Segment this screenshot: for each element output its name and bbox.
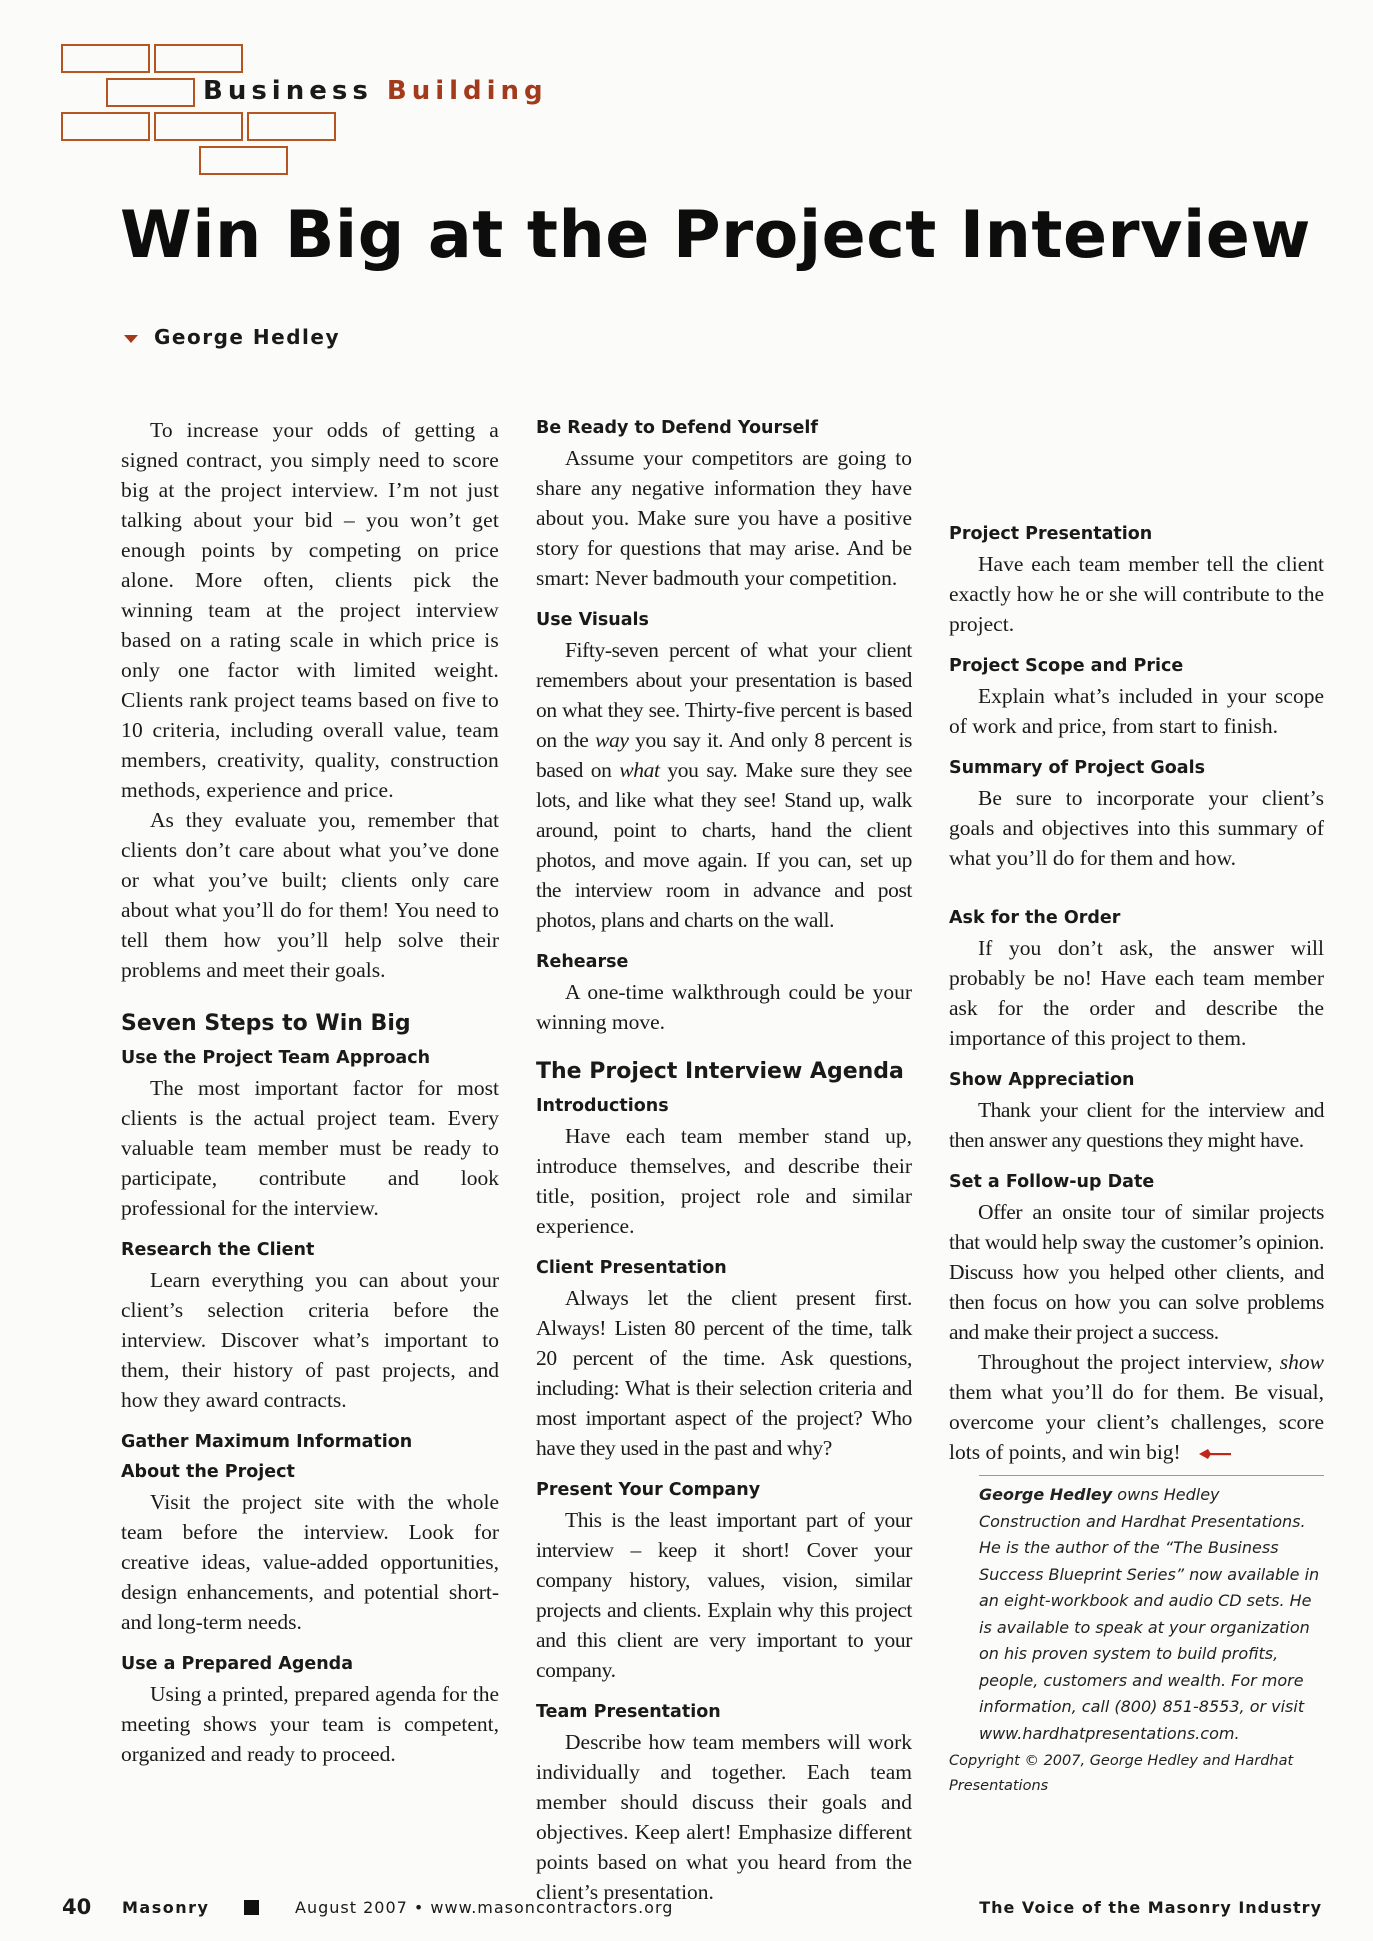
brick-block bbox=[199, 146, 288, 175]
step-heading: Use the Project Team Approach bbox=[121, 1048, 431, 1068]
section-label-primary: Business bbox=[203, 76, 373, 106]
step-text bbox=[536, 635, 912, 935]
end-of-article-icon bbox=[1199, 1448, 1231, 1460]
section-label-accent: Building bbox=[386, 76, 548, 106]
section-heading: Seven Steps to Win Big bbox=[121, 1011, 411, 1036]
bio-text: owns Hedley Construction and Hardhat Presentations. He is the author of the “The Business Success Blueprint Series” now available in an eight-workbook and audio CD sets. He is available to speak at your organization on his proven system to build profits, people, customers and wealth. For more information, call (800) 851-8553, or visit www.hardhatpresentations.com. bbox=[979, 1485, 1320, 1743]
agenda-heading: Project Presentation bbox=[949, 524, 1153, 544]
agenda-text: Have each team member stand up, introduce themselves, and describe their title, position, project role and similar experience. bbox=[536, 1124, 912, 1238]
visuals-text-part: you say it. And only 8 percent is based on bbox=[536, 728, 912, 782]
author-bio bbox=[949, 1482, 1324, 1747]
issue-date-url: August 2007 • www.masoncontractors.org bbox=[295, 1898, 674, 1917]
visuals-text-part: Fifty-seven percent of what your client remembers about your presentation is based on what they see. Thirty-five percent is based on the bbox=[536, 638, 912, 752]
step-text: Assume your competitors are going to share any negative information they have about you. Make sure you have a positive story for questions that may arise. And be smart: Never badmouth your competition. bbox=[536, 446, 912, 590]
author-name: George Hedley bbox=[154, 325, 341, 349]
step-heading: Rehearse bbox=[536, 952, 629, 972]
step-heading: Research the Client bbox=[121, 1240, 315, 1260]
copyright-notice: Copyright © 2007, George Hedley and Hardhat Presentations bbox=[949, 1753, 1294, 1794]
brick-block bbox=[154, 44, 243, 73]
agenda-text: Explain what’s included in your scope of work and price, from start to finish. bbox=[949, 684, 1324, 738]
agenda-text: Always let the client present first. Always! Listen 80 percent of the time, talk 20 percent of the time. Ask questions, including: What is their selection criteria and most important aspect of the project? Who have they used in the past and why? bbox=[536, 1286, 912, 1460]
agenda-heading: Ask for the Order bbox=[949, 908, 1121, 928]
brick-block bbox=[247, 112, 336, 141]
byline bbox=[124, 325, 340, 349]
page-number: 40 bbox=[62, 1895, 92, 1919]
intro-paragraph: As they evaluate you, remember that clients don’t care about what you’ve done or what you’ve built; clients only care about what you’ll do for them! You need to tell them how you’ll help solve their problems and meet their goals. bbox=[121, 808, 499, 982]
step-text: A one-time walkthrough could be your winning move. bbox=[536, 980, 912, 1034]
column-2 bbox=[536, 415, 912, 1907]
agenda-text: Offer an onsite tour of similar projects that would help sway the customer’s opinion. Discuss how you helped other clients, and then focus on how you can solve problems and make their project a success. bbox=[949, 1200, 1324, 1344]
agenda-heading: Client Presentation bbox=[536, 1258, 727, 1278]
agenda-heading: Present Your Company bbox=[536, 1480, 761, 1500]
triangle-bullet-icon bbox=[124, 335, 138, 343]
emphasis-word: way bbox=[595, 728, 629, 752]
step-heading: Use a Prepared Agenda bbox=[121, 1654, 354, 1674]
closing-text: Throughout the project interview, bbox=[978, 1350, 1280, 1374]
article-headline: Win Big at the Project Interview bbox=[120, 198, 1311, 273]
visuals-text-part: you say. Make sure they see lots, and like what they see! Stand up, walk around, point to charts, hand the client photos, and move again. If you can, set up the interview room in advance and post photos, plans and charts on the wall. bbox=[536, 758, 912, 932]
agenda-text: If you don’t ask, the answer will probably be no! Have each team member ask for the order and describe the importance of this project to them. bbox=[949, 936, 1324, 1050]
agenda-text: This is the least important part of your interview – keep it short! Cover your company history, values, vision, similar projects and clients. Explain why this project and this client are very important to your company. bbox=[536, 1508, 912, 1682]
page-footer bbox=[62, 1895, 1322, 1925]
closing-text: them what you’ll do for them. Be visual, overcome your client’s challenges, score lots of points, and win big! bbox=[949, 1380, 1324, 1464]
bio-author-name: George Hedley bbox=[979, 1485, 1113, 1504]
closing-paragraph bbox=[949, 1347, 1324, 1467]
step-heading: Gather Maximum Information About the Project bbox=[121, 1432, 413, 1482]
emphasis-word: what bbox=[619, 758, 660, 782]
agenda-text: Have each team member tell the client exactly how he or she will contribute to the project. bbox=[949, 552, 1324, 636]
step-heading: Be Ready to Defend Yourself bbox=[536, 418, 818, 438]
step-text: Using a printed, prepared agenda for the meeting shows your team is competent, organized and ready to proceed. bbox=[121, 1682, 499, 1766]
agenda-text: Be sure to incorporate your client’s goals and objectives into this summary of what you’ll do for them and how. bbox=[949, 786, 1324, 870]
magazine-name: Masonry bbox=[122, 1898, 210, 1917]
section-label bbox=[203, 76, 548, 106]
magazine-tagline: The Voice of the Masonry Industry bbox=[979, 1898, 1322, 1917]
step-text: The most important factor for most clients is the actual project team. Every valuable team member must be ready to participate, contribute and look professional for the interview. bbox=[121, 1076, 499, 1220]
brick-block bbox=[154, 112, 243, 141]
agenda-heading: Show Appreciation bbox=[949, 1070, 1135, 1090]
brick-block bbox=[106, 78, 195, 107]
step-heading: Use Visuals bbox=[536, 610, 649, 630]
agenda-heading: Introductions bbox=[536, 1096, 669, 1116]
agenda-heading: Team Presentation bbox=[536, 1702, 721, 1722]
agenda-heading: Project Scope and Price bbox=[949, 656, 1184, 676]
column-3 bbox=[949, 415, 1324, 1799]
bio-divider bbox=[979, 1475, 1324, 1476]
agenda-text: Describe how team members will work individually and together. Each team member should discuss their goals and objectives. Keep alert! Emphasize different points based on what you heard from the client’s presentation. bbox=[536, 1730, 912, 1904]
agenda-heading: Summary of Project Goals bbox=[949, 758, 1205, 778]
emphasis-word: show bbox=[1279, 1350, 1324, 1374]
brick-block bbox=[61, 44, 150, 73]
section-heading: The Project Interview Agenda bbox=[536, 1059, 904, 1084]
agenda-heading: Set a Follow-up Date bbox=[949, 1172, 1155, 1192]
step-text: Visit the project site with the whole team before the interview. Look for creative ideas, value-added opportunities, design enhancements, and potential short- and long-term needs. bbox=[121, 1490, 499, 1634]
column-1 bbox=[121, 415, 499, 1769]
agenda-text: Thank your client for the interview and then answer any questions they might have. bbox=[949, 1098, 1324, 1152]
intro-paragraph: To increase your odds of getting a signed contract, you simply need to score big at the project interview. I’m not just talking about your bid – you won’t get enough points by competing on price alone. More often, clients pick the winning team at the project interview based on a rating scale in which price is only one factor with limited weight. Clients rank project teams based on five to 10 criteria, including overall value, team members, creativity, quality, construction methods, experience and price. bbox=[121, 418, 499, 802]
brick-block bbox=[61, 112, 150, 141]
step-text: Learn everything you can about your client’s selection criteria before the interview. Discover what’s important to them, their history of past projects, and how they award contracts. bbox=[121, 1268, 499, 1412]
square-bullet-icon bbox=[244, 1900, 259, 1915]
